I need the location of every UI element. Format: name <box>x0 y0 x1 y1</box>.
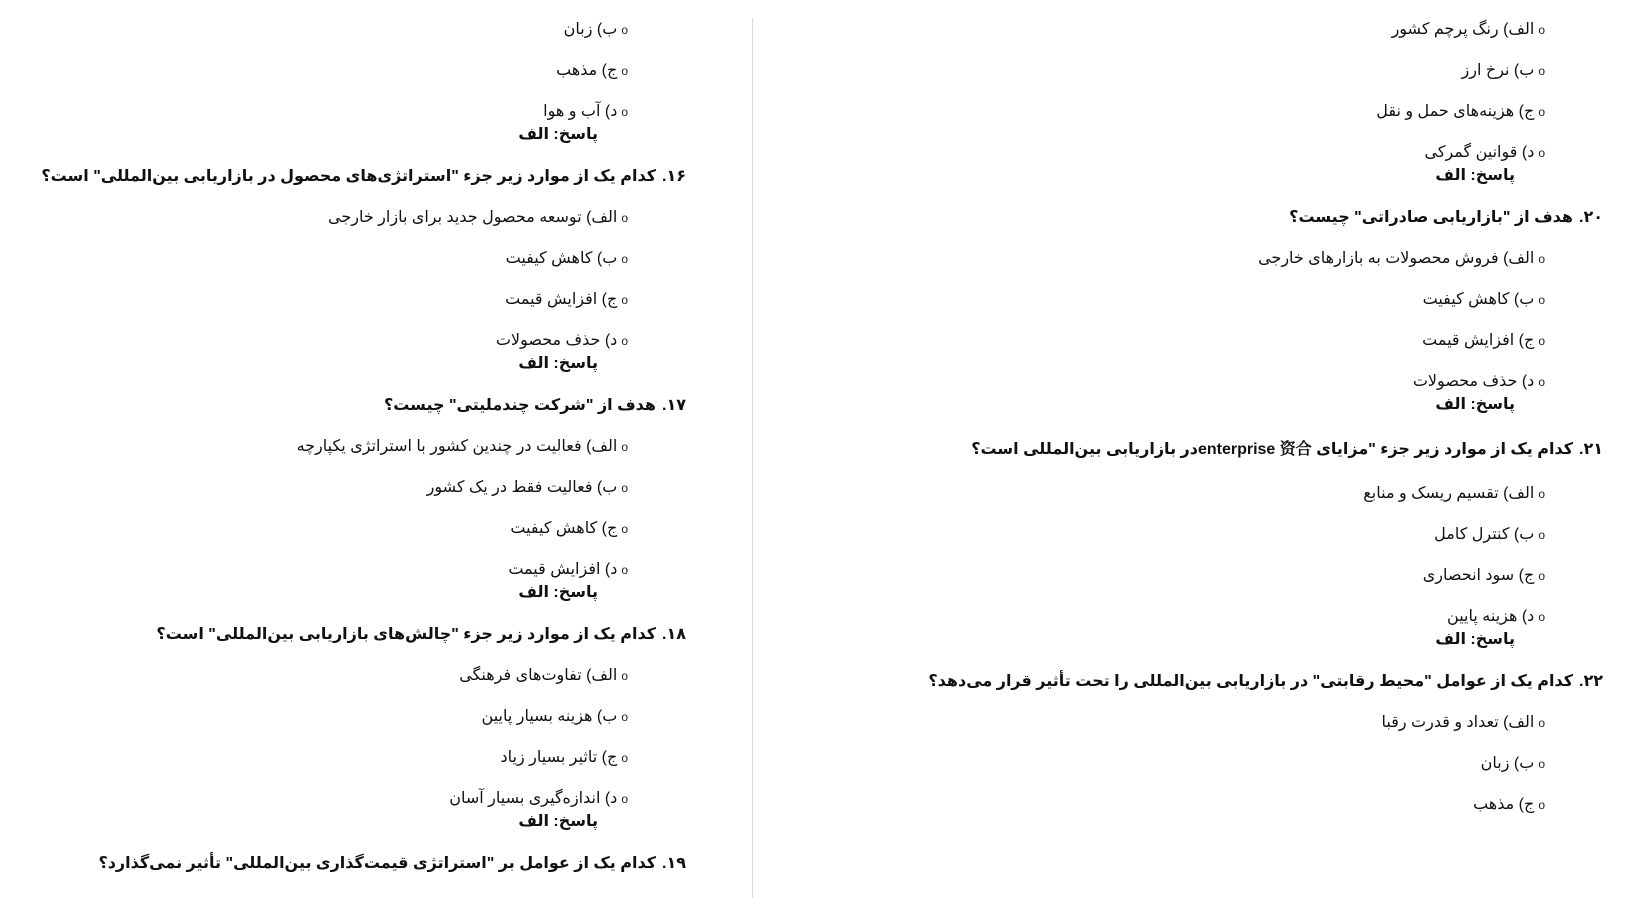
question-17 <box>26 390 686 431</box>
question-text: کدام یک از موارد زیر جزء "مزایای enterprise 资合در بازاریابی بین‌المللی است؟ <box>971 441 1574 458</box>
answer: پاسخ: الف <box>518 813 598 830</box>
option: o ب) کنترل کامل <box>763 519 1603 560</box>
question-19 <box>26 848 686 889</box>
question-text: کدام یک از موارد زیر جزء "استراتژی‌های محصول در بازاریابی بین‌المللی" است؟ <box>41 168 657 185</box>
option: o ج) مذهب <box>26 55 686 96</box>
answer: پاسخ: الف <box>1435 631 1515 648</box>
option: o ج) افزایش قیمت <box>763 325 1603 366</box>
question-21 <box>763 431 1603 478</box>
question-16 <box>26 161 686 202</box>
left-column <box>26 14 686 889</box>
question-22 <box>763 666 1603 707</box>
option: o ب) زبان <box>26 14 686 55</box>
answer: پاسخ: الف <box>518 126 598 143</box>
question-text: هدف از "شرکت چندملیتی" چیست؟ <box>383 397 657 414</box>
option: o د) حذف محصولات <box>26 325 686 366</box>
option: o الف) فعالیت در چندین کشور با استراتژی یکپارچه <box>26 431 686 472</box>
question-number: ۲۰. <box>1579 209 1603 226</box>
option: o ب) فعالیت فقط در یک کشور <box>26 472 686 513</box>
question-number: ۱۸. <box>662 626 686 643</box>
option: o ب) نرخ ارز <box>763 55 1603 96</box>
answer: پاسخ: الف <box>1435 167 1515 184</box>
question-18 <box>26 619 686 660</box>
option: o الف) تفاوت‌های فرهنگی <box>26 660 686 701</box>
option: o د) هزینه پایین <box>763 601 1603 642</box>
option: o ج) سود انحصاری <box>763 560 1603 601</box>
question-20 <box>763 202 1603 243</box>
option: o الف) فروش محصولات به بازارهای خارجی <box>763 243 1603 284</box>
option: o الف) توسعه محصول جدید برای بازار خارجی <box>26 202 686 243</box>
option: o ب) هزینه بسیار پایین <box>26 701 686 742</box>
option: o ب) کاهش کیفیت <box>763 284 1603 325</box>
question-text: کدام یک از عوامل بر "استراتژی قیمت‌گذاری بین‌المللی" تأثیر نمی‌گذارد؟ <box>98 855 657 872</box>
question-text: کدام یک از عوامل "محیط رقابتی" در بازاریابی بین‌المللی را تحت تأثیر قرار می‌دهد؟ <box>928 673 1574 690</box>
option: o الف) تعداد و قدرت رقبا <box>763 707 1603 748</box>
question-number: ۲۱. <box>1579 441 1603 458</box>
option: o ج) کاهش کیفیت <box>26 513 686 554</box>
option: o ج) مذهب <box>763 789 1603 830</box>
answer: پاسخ: الف <box>518 355 598 372</box>
option: o د) آب و هوا <box>26 96 686 137</box>
question-number: ۱۹. <box>662 855 686 872</box>
question-number: ۲۲. <box>1579 673 1603 690</box>
question-number: ۱۶. <box>662 168 686 185</box>
question-text: کدام یک از موارد زیر جزء "چالش‌های بازاریابی بین‌المللی" است؟ <box>156 626 657 643</box>
option: o د) افزایش قیمت <box>26 554 686 595</box>
option: o الف) رنگ پرچم کشور <box>763 14 1603 55</box>
column-divider <box>752 18 753 898</box>
option: o د) حذف محصولات <box>763 366 1603 407</box>
option: o د) اندازه‌گیری بسیار آسان <box>26 783 686 824</box>
answer: پاسخ: الف <box>1435 396 1515 413</box>
option: o ج) هزینه‌های حمل و نقل <box>763 96 1603 137</box>
option: o الف) تقسیم ریسک و منابع <box>763 478 1603 519</box>
option: o ب) زبان <box>763 748 1603 789</box>
question-number: ۱۷. <box>662 397 686 414</box>
answer: پاسخ: الف <box>518 584 598 601</box>
option: o ج) تاثیر بسیار زیاد <box>26 742 686 783</box>
question-text: هدف از "بازاریابی صادراتی" چیست؟ <box>1289 209 1574 226</box>
option: o ب) کاهش کیفیت <box>26 243 686 284</box>
right-column <box>763 14 1603 830</box>
option: o ج) افزایش قیمت <box>26 284 686 325</box>
option: o د) قوانین گمرکی <box>763 137 1603 178</box>
